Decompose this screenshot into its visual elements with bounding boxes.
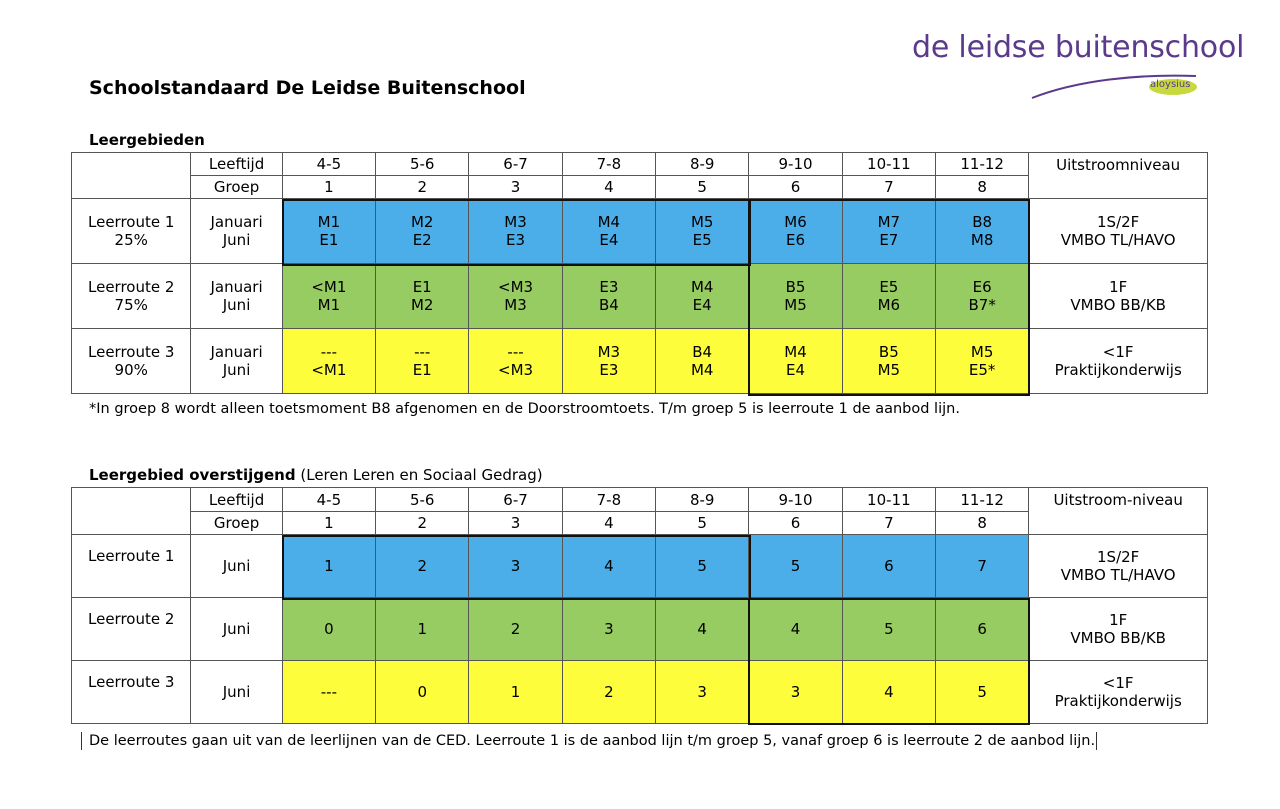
level-cell bbox=[749, 329, 842, 394]
level-line: M3 bbox=[504, 213, 527, 231]
level-cell: 5 bbox=[842, 598, 935, 661]
level-cell: 5 bbox=[749, 535, 842, 598]
age-cell: 11-12 bbox=[936, 153, 1029, 176]
level-cell: 7 bbox=[936, 535, 1029, 598]
group-cell: 3 bbox=[469, 512, 562, 535]
table-row-leerroute bbox=[72, 535, 1208, 598]
outflow bbox=[1029, 213, 1207, 249]
level-cell: 1 bbox=[282, 535, 375, 598]
route-name-cell: Leerroute 2 bbox=[72, 598, 191, 661]
age-cell: 7-8 bbox=[562, 488, 655, 512]
table-row-leeftijd bbox=[72, 153, 1208, 176]
level-cell bbox=[656, 329, 749, 394]
level bbox=[376, 278, 468, 314]
group-cell: 5 bbox=[656, 176, 749, 199]
moment-line: Januari bbox=[210, 343, 263, 361]
level-cell bbox=[282, 329, 375, 394]
level-line: E4 bbox=[786, 361, 806, 379]
level-line: M3 bbox=[504, 296, 527, 314]
level-line: B5 bbox=[878, 343, 899, 361]
level-cell: 4 bbox=[656, 598, 749, 661]
level bbox=[749, 213, 841, 249]
level bbox=[843, 343, 935, 379]
level-line: M7 bbox=[877, 213, 901, 231]
outflow-line: 1S/2F bbox=[1097, 548, 1140, 566]
level-line: <M3 bbox=[498, 278, 534, 296]
moment-line: Juni bbox=[222, 361, 251, 379]
level-cell: --- bbox=[282, 661, 375, 724]
level bbox=[656, 278, 748, 314]
group-cell: 6 bbox=[749, 176, 842, 199]
level-line: <M1 bbox=[311, 278, 347, 296]
group-cell: 8 bbox=[936, 512, 1029, 535]
route-name-line: Leerroute 3 bbox=[88, 343, 175, 361]
level-cell: 4 bbox=[749, 598, 842, 661]
page-title: Schoolstandaard De Leidse Buitenschool bbox=[89, 77, 526, 99]
level-cell bbox=[562, 199, 655, 264]
outflow-line: VMBO TL/HAVO bbox=[1060, 566, 1176, 584]
level bbox=[936, 278, 1028, 314]
outflow bbox=[1029, 548, 1207, 584]
level-line: M5 bbox=[970, 343, 994, 361]
outflow-line: 1F bbox=[1109, 278, 1128, 296]
level-line: M4 bbox=[784, 343, 807, 361]
level-cell bbox=[656, 264, 749, 329]
level bbox=[936, 213, 1028, 249]
level-line: E7 bbox=[879, 231, 899, 249]
level-cell bbox=[282, 264, 375, 329]
route-name bbox=[72, 343, 190, 379]
label-leeftijd: Leeftijd bbox=[191, 488, 282, 512]
outflow-line: Praktijkonderwijs bbox=[1054, 692, 1182, 710]
level-line: E3 bbox=[599, 361, 619, 379]
label-groep: Groep bbox=[191, 176, 282, 199]
age-cell: 6-7 bbox=[469, 153, 562, 176]
level-line: E5* bbox=[968, 361, 996, 379]
level-line: E3 bbox=[599, 278, 619, 296]
corner-cell bbox=[72, 488, 191, 535]
moment-cell bbox=[191, 264, 282, 329]
outflow-cell bbox=[1029, 264, 1208, 329]
route-name-cell bbox=[72, 264, 191, 329]
level-cell bbox=[842, 329, 935, 394]
level-cell: 3 bbox=[562, 598, 655, 661]
level-line: M5 bbox=[877, 361, 901, 379]
moment-line: Juni bbox=[222, 231, 251, 249]
level-cell bbox=[936, 264, 1029, 329]
level-cell: 3 bbox=[749, 661, 842, 724]
level bbox=[283, 278, 375, 314]
level bbox=[376, 343, 468, 379]
table-row-leerroute bbox=[72, 329, 1208, 394]
section-title-overstijgend: Leergebied overstijgend (Leren Leren en Sociaal Gedrag) bbox=[89, 466, 543, 484]
level-cell bbox=[656, 199, 749, 264]
route-name-cell: Leerroute 3 bbox=[72, 661, 191, 724]
age-cell: 5-6 bbox=[376, 153, 469, 176]
level-line: --- bbox=[320, 343, 337, 361]
outflow bbox=[1029, 278, 1207, 314]
moment-cell bbox=[191, 199, 282, 264]
level-cell bbox=[842, 199, 935, 264]
group-cell: 2 bbox=[376, 176, 469, 199]
table-row-leerroute bbox=[72, 661, 1208, 724]
section-subtitle: (Leren Leren en Sociaal Gedrag) bbox=[300, 466, 543, 484]
outflow-line: 1F bbox=[1109, 611, 1128, 629]
level-cell bbox=[749, 199, 842, 264]
level bbox=[656, 343, 748, 379]
level-cell: 5 bbox=[936, 661, 1029, 724]
age-cell: 11-12 bbox=[936, 488, 1029, 512]
level-line: E1 bbox=[412, 361, 432, 379]
outflow bbox=[1029, 343, 1207, 379]
level-cell: 2 bbox=[376, 535, 469, 598]
level bbox=[563, 213, 655, 249]
outflow-cell bbox=[1029, 598, 1208, 661]
level bbox=[843, 278, 935, 314]
level-cell: 5 bbox=[656, 535, 749, 598]
label-leeftijd: Leeftijd bbox=[191, 153, 282, 176]
level-cell: 3 bbox=[469, 535, 562, 598]
table-row-leerroute bbox=[72, 264, 1208, 329]
footnote-leergebieden: *In groep 8 wordt alleen toetsmoment B8 afgenomen en de Doorstroomtoets. T/m groep 5 is leerroute 1 de aanbod lijn. bbox=[89, 401, 960, 417]
level bbox=[656, 213, 748, 249]
moment-cell: Juni bbox=[191, 535, 282, 598]
level bbox=[936, 343, 1028, 379]
corner-cell bbox=[72, 153, 191, 199]
level-cell: 3 bbox=[656, 661, 749, 724]
outflow-line: Praktijkonderwijs bbox=[1054, 361, 1182, 379]
group-cell: 4 bbox=[562, 176, 655, 199]
level-cell bbox=[562, 264, 655, 329]
level-line: E5 bbox=[692, 231, 712, 249]
outflow-header: Uitstroomniveau bbox=[1029, 153, 1208, 199]
moment-cell: Juni bbox=[191, 598, 282, 661]
group-cell: 6 bbox=[749, 512, 842, 535]
level-cell bbox=[936, 329, 1029, 394]
level-line: B4 bbox=[692, 343, 713, 361]
route-name bbox=[72, 278, 190, 314]
level bbox=[749, 343, 841, 379]
level-line: E6 bbox=[972, 278, 992, 296]
group-cell: 7 bbox=[842, 512, 935, 535]
level bbox=[283, 213, 375, 249]
outflow-line: VMBO BB/KB bbox=[1070, 629, 1166, 647]
group-cell: 1 bbox=[282, 512, 375, 535]
route-name bbox=[72, 213, 190, 249]
route-name-cell: Leerroute 1 bbox=[72, 535, 191, 598]
group-cell: 7 bbox=[842, 176, 935, 199]
moment-line: Januari bbox=[210, 213, 263, 231]
level-cell bbox=[936, 199, 1029, 264]
outflow-cell bbox=[1029, 535, 1208, 598]
level-cell bbox=[282, 199, 375, 264]
level-line: M8 bbox=[970, 231, 994, 249]
level-line: M2 bbox=[410, 213, 434, 231]
level-line: <M1 bbox=[311, 361, 347, 379]
group-cell: 8 bbox=[936, 176, 1029, 199]
route-name-cell bbox=[72, 329, 191, 394]
level-line: E6 bbox=[786, 231, 806, 249]
level-line: E4 bbox=[692, 296, 712, 314]
level-line: E1 bbox=[319, 231, 339, 249]
age-cell: 7-8 bbox=[562, 153, 655, 176]
age-cell: 5-6 bbox=[376, 488, 469, 512]
level-line: M1 bbox=[317, 296, 341, 314]
moment-line: Juni bbox=[222, 296, 251, 314]
level-line: M3 bbox=[597, 343, 621, 361]
route-name-line: 25% bbox=[114, 231, 148, 249]
level-cell bbox=[376, 199, 469, 264]
level-cell bbox=[469, 329, 562, 394]
text-cursor-left bbox=[81, 732, 82, 750]
outflow-header: Uitstroom-niveau bbox=[1029, 488, 1208, 535]
table-row-leerroute bbox=[72, 199, 1208, 264]
age-cell: 4-5 bbox=[282, 488, 375, 512]
level-line: B4 bbox=[598, 296, 619, 314]
level-cell: 6 bbox=[842, 535, 935, 598]
outflow bbox=[1029, 674, 1207, 710]
outflow-cell bbox=[1029, 199, 1208, 264]
group-cell: 5 bbox=[656, 512, 749, 535]
age-cell: 10-11 bbox=[842, 488, 935, 512]
level-line: B8 bbox=[972, 213, 993, 231]
level-line: M4 bbox=[690, 361, 714, 379]
route-name-line: 90% bbox=[114, 361, 148, 379]
level-line: E3 bbox=[506, 231, 526, 249]
table-row-leeftijd bbox=[72, 488, 1208, 512]
outflow-line: VMBO TL/HAVO bbox=[1060, 231, 1176, 249]
moment-cell: Juni bbox=[191, 661, 282, 724]
outflow bbox=[1029, 611, 1207, 647]
level-cell: 1 bbox=[469, 661, 562, 724]
group-cell: 4 bbox=[562, 512, 655, 535]
level bbox=[749, 278, 841, 314]
age-cell: 10-11 bbox=[842, 153, 935, 176]
table-row-leerroute bbox=[72, 598, 1208, 661]
level-cell bbox=[469, 199, 562, 264]
level-line: E1 bbox=[412, 278, 432, 296]
text-cursor-end bbox=[1096, 732, 1097, 750]
moment bbox=[191, 213, 281, 249]
table-leergebieden bbox=[71, 152, 1208, 394]
age-cell: 4-5 bbox=[282, 153, 375, 176]
level-cell: 4 bbox=[562, 535, 655, 598]
group-cell: 1 bbox=[282, 176, 375, 199]
route-name-line: 75% bbox=[114, 296, 148, 314]
outflow-line: <1F bbox=[1102, 674, 1134, 692]
level-line: M4 bbox=[690, 278, 714, 296]
level-line: --- bbox=[414, 343, 431, 361]
level-cell: 0 bbox=[376, 661, 469, 724]
level-line: M4 bbox=[597, 213, 621, 231]
route-name-line: Leerroute 1 bbox=[88, 213, 175, 231]
route-name-cell bbox=[72, 199, 191, 264]
level bbox=[469, 278, 561, 314]
level-line: E5 bbox=[879, 278, 899, 296]
moment-line: Januari bbox=[210, 278, 263, 296]
moment bbox=[191, 343, 281, 379]
age-cell: 9-10 bbox=[749, 153, 842, 176]
outflow-line: VMBO BB/KB bbox=[1070, 296, 1166, 314]
age-cell: 8-9 bbox=[656, 488, 749, 512]
level-line: E2 bbox=[412, 231, 432, 249]
level-line: B5 bbox=[785, 278, 806, 296]
level-cell bbox=[562, 329, 655, 394]
level bbox=[843, 213, 935, 249]
level-cell: 4 bbox=[842, 661, 935, 724]
level-line: M5 bbox=[784, 296, 807, 314]
outflow-line: 1S/2F bbox=[1097, 213, 1140, 231]
level-cell bbox=[749, 264, 842, 329]
level bbox=[563, 278, 655, 314]
logo-subtext: aloysius bbox=[1150, 79, 1191, 90]
age-cell: 6-7 bbox=[469, 488, 562, 512]
age-cell: 8-9 bbox=[656, 153, 749, 176]
level-line: --- bbox=[507, 343, 524, 361]
level-line: M2 bbox=[410, 296, 434, 314]
footnote-overstijgend: De leerroutes gaan uit van de leerlijnen van de CED. Leerroute 1 is de aanbod lijn t/m groep 5, vanaf groep 6 is leerroute 2 de aanbod lijn. bbox=[89, 733, 1096, 749]
level-cell bbox=[842, 264, 935, 329]
group-cell: 3 bbox=[469, 176, 562, 199]
level-line: M5 bbox=[690, 213, 714, 231]
level-cell bbox=[469, 264, 562, 329]
level-cell: 2 bbox=[469, 598, 562, 661]
label-groep: Groep bbox=[191, 512, 282, 535]
level bbox=[283, 343, 375, 379]
level bbox=[563, 343, 655, 379]
level bbox=[376, 213, 468, 249]
level-cell bbox=[376, 264, 469, 329]
level-cell: 0 bbox=[282, 598, 375, 661]
section-title-leergebieden: Leergebieden bbox=[89, 131, 205, 149]
level-cell: 1 bbox=[376, 598, 469, 661]
outflow-cell bbox=[1029, 661, 1208, 724]
level-line: B7* bbox=[968, 296, 996, 314]
level-line: M6 bbox=[877, 296, 901, 314]
outflow-line: <1F bbox=[1102, 343, 1134, 361]
route-name-line: Leerroute 2 bbox=[88, 278, 175, 296]
level-cell bbox=[376, 329, 469, 394]
level-cell: 6 bbox=[936, 598, 1029, 661]
age-cell: 9-10 bbox=[749, 488, 842, 512]
group-cell: 2 bbox=[376, 512, 469, 535]
level-line: M6 bbox=[784, 213, 807, 231]
level-line: M1 bbox=[317, 213, 341, 231]
outflow-cell bbox=[1029, 329, 1208, 394]
moment-cell bbox=[191, 329, 282, 394]
level-cell: 2 bbox=[562, 661, 655, 724]
level-line: <M3 bbox=[498, 361, 534, 379]
moment bbox=[191, 278, 281, 314]
table-overstijgend bbox=[71, 487, 1208, 724]
logo-text: de leidse buitenschool bbox=[912, 30, 1245, 65]
level bbox=[469, 343, 561, 379]
level-line: E4 bbox=[599, 231, 619, 249]
level bbox=[469, 213, 561, 249]
